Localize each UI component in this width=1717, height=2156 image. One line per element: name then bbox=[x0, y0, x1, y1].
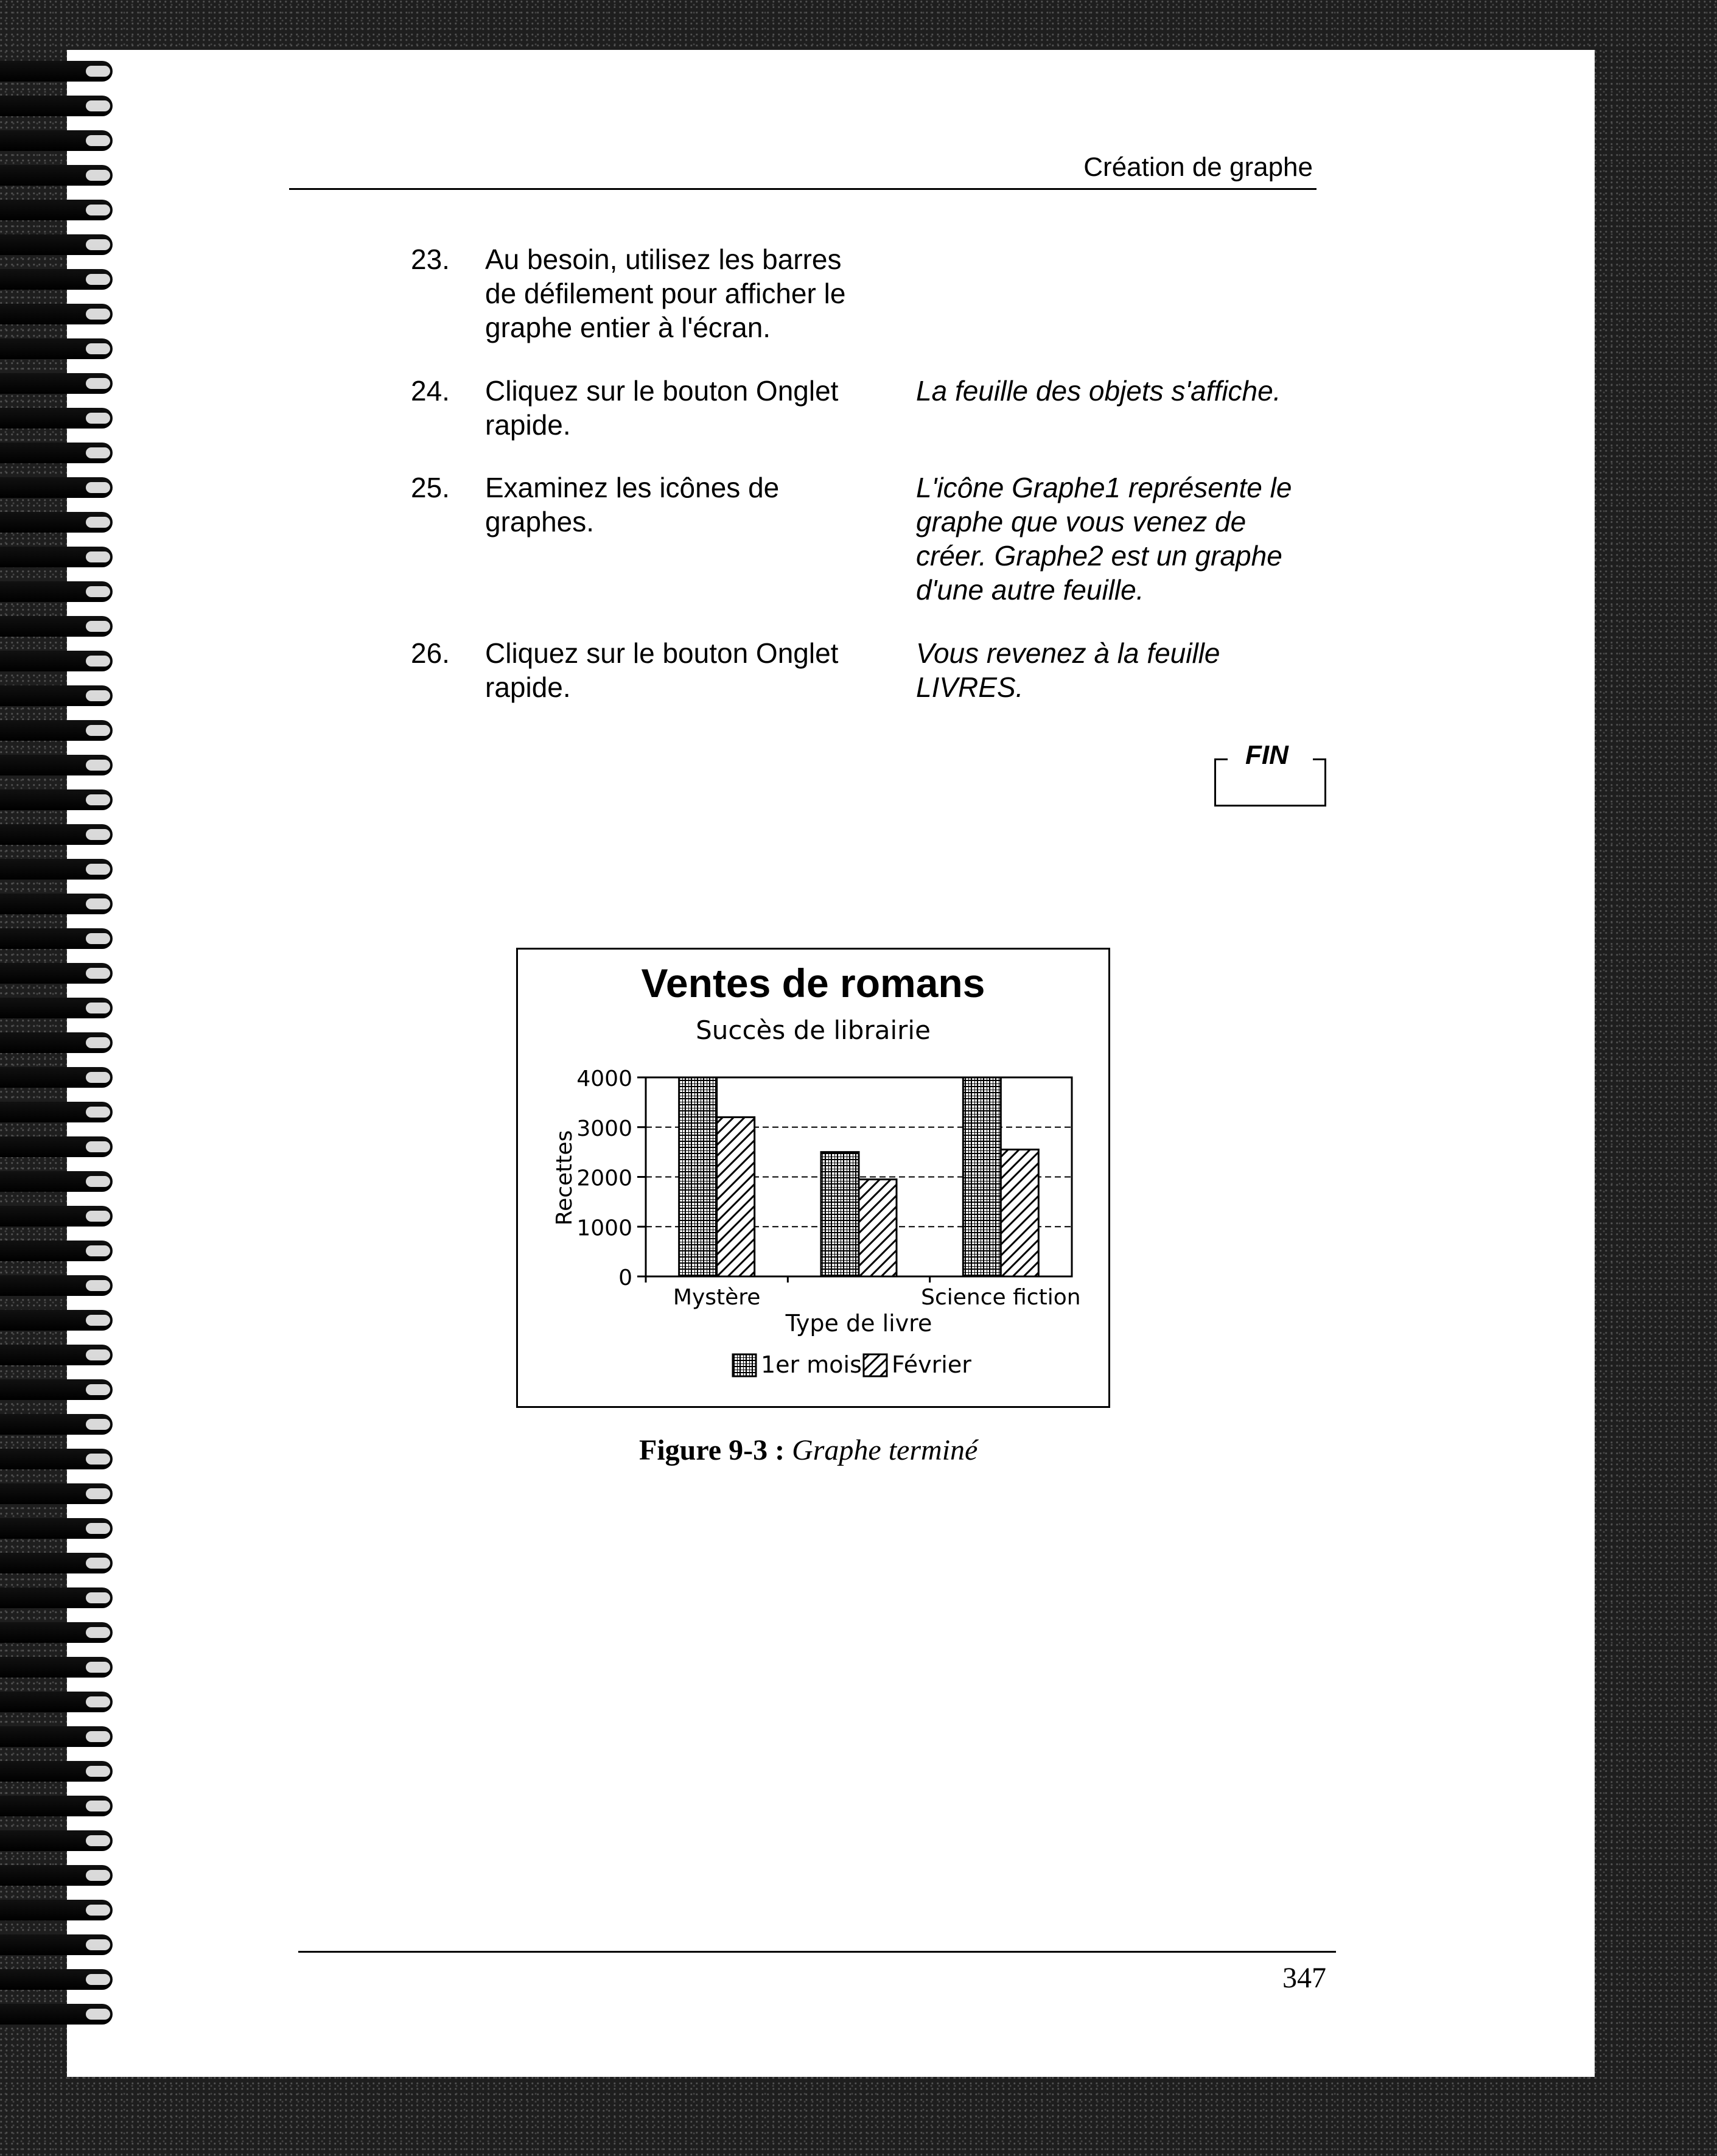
step-result: L'icône Graphe1 représente le graphe que vous venez de créer. Graphe2 est un graphe d'une autre feuille. bbox=[916, 472, 1292, 606]
spiral-ring bbox=[0, 1241, 113, 1261]
spiral-ring bbox=[0, 1310, 113, 1331]
x-tick-label: Science fiction bbox=[921, 1285, 1081, 1310]
spiral-ring bbox=[0, 1379, 113, 1400]
spiral-ring bbox=[0, 581, 113, 602]
spiral-ring bbox=[0, 1483, 113, 1504]
spiral-ring bbox=[0, 1830, 113, 1851]
spiral-ring bbox=[0, 1796, 113, 1816]
spiral-binding bbox=[0, 61, 116, 2070]
spiral-ring bbox=[0, 755, 113, 775]
step-number: 26. bbox=[411, 637, 450, 669]
spiral-ring bbox=[0, 685, 113, 706]
spiral-ring bbox=[0, 1900, 113, 1920]
step-instruction: Au besoin, utilisez les barres de défilement pour afficher le graphe entier à l'écran. bbox=[485, 243, 846, 343]
step-result: Vous revenez à la feuille LIVRES. bbox=[916, 637, 1220, 703]
spiral-ring bbox=[0, 963, 113, 984]
spiral-ring bbox=[0, 2004, 113, 2025]
step-number: 25. bbox=[411, 472, 450, 503]
spiral-ring bbox=[0, 894, 113, 914]
spiral-ring bbox=[0, 1345, 113, 1365]
bar-series2 bbox=[859, 1180, 897, 1276]
spiral-ring bbox=[0, 1067, 113, 1088]
bar-chart bbox=[518, 950, 1108, 1406]
spiral-ring bbox=[0, 477, 113, 498]
legend-swatch bbox=[733, 1354, 756, 1376]
spiral-ring bbox=[0, 1449, 113, 1469]
legend-label: Février bbox=[892, 1351, 971, 1378]
spiral-ring bbox=[0, 234, 113, 255]
x-axis-label: Type de livre bbox=[785, 1310, 932, 1337]
step-instruction: Examinez les icônes de graphes. bbox=[485, 472, 780, 537]
header-rule bbox=[289, 188, 1317, 190]
x-tick-label: Mystère bbox=[673, 1285, 761, 1310]
step-result: La feuille des objets s'affiche. bbox=[916, 375, 1281, 407]
spiral-ring bbox=[0, 1171, 113, 1192]
footer-rule bbox=[298, 1951, 1336, 1953]
caption-label: Figure 9-3 : bbox=[639, 1434, 785, 1466]
spiral-ring bbox=[0, 616, 113, 637]
bar-series1 bbox=[679, 1077, 717, 1276]
spiral-ring bbox=[0, 789, 113, 810]
fin-marker bbox=[1214, 740, 1326, 807]
spiral-ring bbox=[0, 165, 113, 186]
bar-series1 bbox=[821, 1152, 859, 1276]
chart-title: Ventes de romans bbox=[641, 961, 985, 1006]
step-number: 23. bbox=[411, 243, 450, 275]
spiral-ring bbox=[0, 1032, 113, 1053]
spiral-ring bbox=[0, 1657, 113, 1678]
step-instruction: Cliquez sur le bouton Onglet rapide. bbox=[485, 637, 839, 703]
spiral-ring bbox=[0, 1518, 113, 1539]
spiral-ring bbox=[0, 1553, 113, 1573]
spiral-ring bbox=[0, 304, 113, 324]
spiral-ring bbox=[0, 998, 113, 1018]
spiral-ring bbox=[0, 651, 113, 671]
spiral-ring bbox=[0, 1761, 113, 1782]
spiral-ring bbox=[0, 269, 113, 290]
header-title: Création de graphe bbox=[1083, 152, 1313, 182]
spiral-ring bbox=[0, 373, 113, 394]
chart-subtitle: Succès de librairie bbox=[696, 1015, 931, 1045]
y-tick-label: 2000 bbox=[576, 1166, 632, 1191]
legend-label: 1er mois bbox=[761, 1351, 862, 1378]
spiral-ring bbox=[0, 96, 113, 116]
spiral-ring bbox=[0, 1102, 113, 1122]
step-instruction: Cliquez sur le bouton Onglet rapide. bbox=[485, 375, 839, 441]
spiral-ring bbox=[0, 859, 113, 880]
spiral-ring bbox=[0, 1865, 113, 1886]
spiral-ring bbox=[0, 443, 113, 463]
page-number: 347 bbox=[1282, 1962, 1326, 1994]
spiral-ring bbox=[0, 1726, 113, 1747]
spiral-ring bbox=[0, 338, 113, 359]
spiral-ring bbox=[0, 547, 113, 567]
bar-series2 bbox=[717, 1117, 755, 1276]
bar-series1 bbox=[963, 1077, 1001, 1276]
y-tick-label: 0 bbox=[618, 1265, 632, 1290]
caption-text: Graphe terminé bbox=[792, 1434, 978, 1466]
y-tick-label: 1000 bbox=[576, 1216, 632, 1241]
spiral-ring bbox=[0, 61, 113, 82]
spiral-ring bbox=[0, 1136, 113, 1157]
spiral-ring bbox=[0, 928, 113, 949]
legend-swatch bbox=[864, 1354, 887, 1376]
spiral-ring bbox=[0, 1414, 113, 1435]
spiral-ring bbox=[0, 130, 113, 151]
bar-series2 bbox=[1001, 1150, 1038, 1276]
spiral-ring bbox=[0, 200, 113, 220]
spiral-ring bbox=[0, 1622, 113, 1643]
figure-caption bbox=[639, 1433, 977, 1467]
spiral-ring bbox=[0, 512, 113, 533]
spiral-ring bbox=[0, 1587, 113, 1608]
spiral-ring bbox=[0, 1275, 113, 1296]
y-tick-label: 3000 bbox=[576, 1116, 632, 1141]
spiral-ring bbox=[0, 720, 113, 741]
y-axis-label: Recettes bbox=[552, 1130, 577, 1226]
spiral-ring bbox=[0, 1934, 113, 1955]
spiral-ring bbox=[0, 1206, 113, 1227]
chart-frame bbox=[516, 948, 1110, 1408]
y-tick-label: 4000 bbox=[576, 1066, 632, 1091]
spiral-ring bbox=[0, 1969, 113, 1990]
step-number: 24. bbox=[411, 375, 450, 407]
spiral-ring bbox=[0, 1692, 113, 1712]
spiral-ring bbox=[0, 824, 113, 845]
fin-label: FIN bbox=[1245, 740, 1289, 770]
spiral-ring bbox=[0, 408, 113, 429]
